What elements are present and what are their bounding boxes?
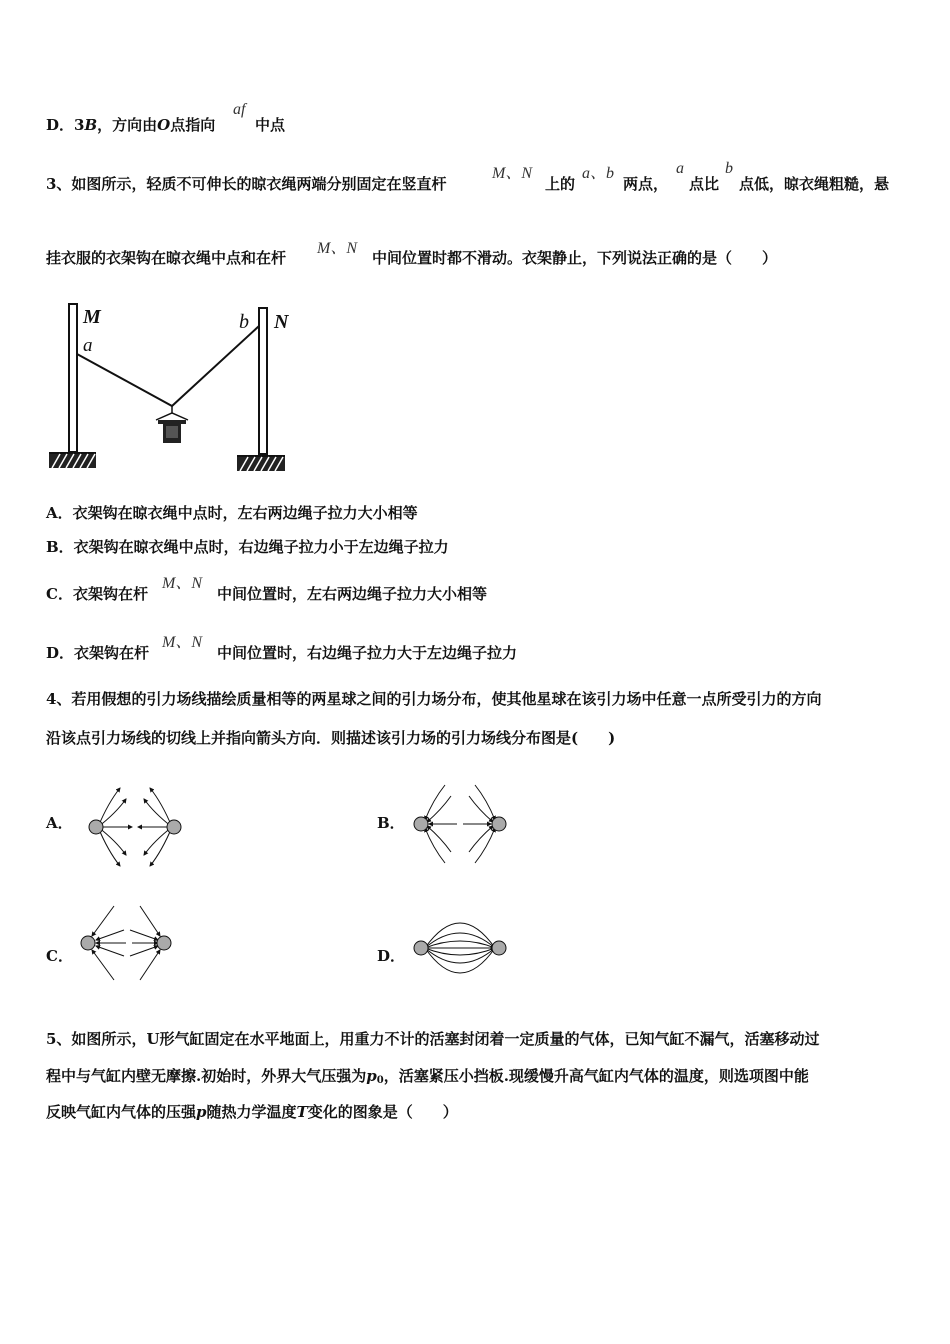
q2-option-d-mid: ，方向由 bbox=[97, 116, 158, 134]
star-right bbox=[167, 820, 181, 834]
label-b: b bbox=[239, 311, 249, 333]
q2-var-o: O bbox=[157, 116, 171, 134]
q5-var-p0: p bbox=[366, 1067, 377, 1085]
q5-line3-b: 随热力学温度 bbox=[206, 1103, 297, 1121]
q3-var-mn-2: M、N bbox=[317, 240, 358, 257]
label-n: N bbox=[274, 311, 289, 333]
q3-var-mn-3: M、N bbox=[162, 575, 203, 592]
q4-field-diagram-b bbox=[405, 780, 515, 868]
q3-clothesline-figure bbox=[44, 296, 304, 480]
q5-line2-b: ，活塞紧压小挡板.现缓慢升高气缸内气体的温度，则选项图中能 bbox=[383, 1067, 809, 1085]
q3-line1-c: 两点， bbox=[623, 175, 669, 193]
q3-line1-a: 3、如图所示，轻质不可伸长的晾衣绳两端分别固定在竖直杆 bbox=[46, 175, 447, 193]
q4-field-diagram-d bbox=[405, 904, 515, 992]
q2-option-d-post: 点指向 bbox=[170, 116, 216, 134]
q5-var-t: T bbox=[296, 1103, 308, 1121]
q3-option-d-prefix: D．衣架钩在杆 bbox=[46, 644, 150, 662]
clothesline-rope bbox=[77, 326, 259, 406]
q4-option-b-label: B． bbox=[377, 814, 405, 832]
q3-line1-d: 点比 bbox=[689, 175, 720, 193]
q2-option-d bbox=[46, 115, 215, 135]
star-right bbox=[492, 941, 506, 955]
q3-line2-a: 挂衣服的衣架钩在晾衣绳中点和在杆 bbox=[46, 249, 287, 267]
q3-option-c-prefix: C．衣架钩在杆 bbox=[46, 585, 148, 603]
q3-var-b: b bbox=[725, 160, 733, 177]
q3-line1-b: 上的 bbox=[545, 175, 576, 193]
pole-m bbox=[69, 304, 77, 452]
star-left bbox=[414, 941, 428, 955]
q3-option-c-suffix: 中间位置时，左右两边绳子拉力大小相等 bbox=[217, 585, 488, 603]
label-a: a bbox=[83, 335, 93, 356]
q2-var-b: B bbox=[84, 116, 98, 134]
q4-option-d-label: D． bbox=[377, 947, 406, 965]
q5-var-p: p bbox=[196, 1103, 207, 1121]
star-left bbox=[89, 820, 103, 834]
q4-field-diagram-a bbox=[80, 783, 190, 871]
q3-var-a: a bbox=[676, 160, 684, 177]
q3-option-b: B．衣架钩在晾衣绳中点时，右边绳子拉力小于左边绳子拉力 bbox=[46, 538, 449, 556]
q2-option-d-tail: 中点 bbox=[255, 116, 286, 134]
q4-field-diagram-c bbox=[74, 900, 184, 988]
q5-line1: 5、如图所示，U形气缸固定在水平地面上，用重力不计的活塞封闭着一定质量的气体，已知气缸不漏气，活塞移动过 bbox=[46, 1030, 820, 1048]
clothes-hanger bbox=[156, 406, 188, 443]
q3-var-ab: a、b bbox=[582, 165, 615, 182]
q3-option-a: A．衣架钩在晾衣绳中点时，左右两边绳子拉力大小相等 bbox=[46, 504, 418, 522]
star-right bbox=[492, 817, 506, 831]
q5-line2-a: 程中与气缸内壁无摩擦.初始时，外界大气压强为 bbox=[46, 1067, 367, 1085]
q3-line2-b: 中间位置时都不滑动。衣架静止，下列说法正确的是（ ） bbox=[372, 249, 778, 267]
q2-var-af: af bbox=[233, 101, 246, 118]
q5-var-p0-sub: 0 bbox=[376, 1075, 384, 1086]
q4-option-c-label: C． bbox=[46, 947, 73, 965]
q3-var-mn-4: M、N bbox=[162, 634, 203, 651]
ground-right bbox=[237, 456, 285, 471]
label-m: M bbox=[83, 306, 101, 328]
q3-var-mn: M、N bbox=[492, 165, 533, 182]
star-right bbox=[157, 936, 171, 950]
q4-line1: 4、若用假想的引力场线描绘质量相等的两星球之间的引力场分布，使其他星球在该引力场中任意一点所受引力的方向 bbox=[46, 690, 822, 708]
q4-option-a-label: A． bbox=[46, 814, 73, 832]
pole-n bbox=[259, 308, 267, 454]
ground-left bbox=[49, 453, 96, 468]
q4-line2: 沿该点引力场线的切线上并指向箭头方向．则描述该引力场的引力场线分布图是( ) bbox=[46, 729, 616, 747]
q3-line1-e: 点低，晾衣绳粗糙，悬 bbox=[739, 175, 890, 193]
q5-line3 bbox=[46, 1102, 458, 1122]
q5-line2 bbox=[46, 1066, 809, 1091]
q3-option-d-suffix: 中间位置时，右边绳子拉力大于左边绳子拉力 bbox=[217, 644, 518, 662]
star-left bbox=[414, 817, 428, 831]
q2-option-d-prefix: D．3 bbox=[46, 116, 85, 134]
q5-line3-a: 反映气缸内气体的压强 bbox=[46, 1103, 197, 1121]
star-left bbox=[81, 936, 95, 950]
q5-line3-c: 变化的图象是（ ） bbox=[307, 1103, 458, 1121]
